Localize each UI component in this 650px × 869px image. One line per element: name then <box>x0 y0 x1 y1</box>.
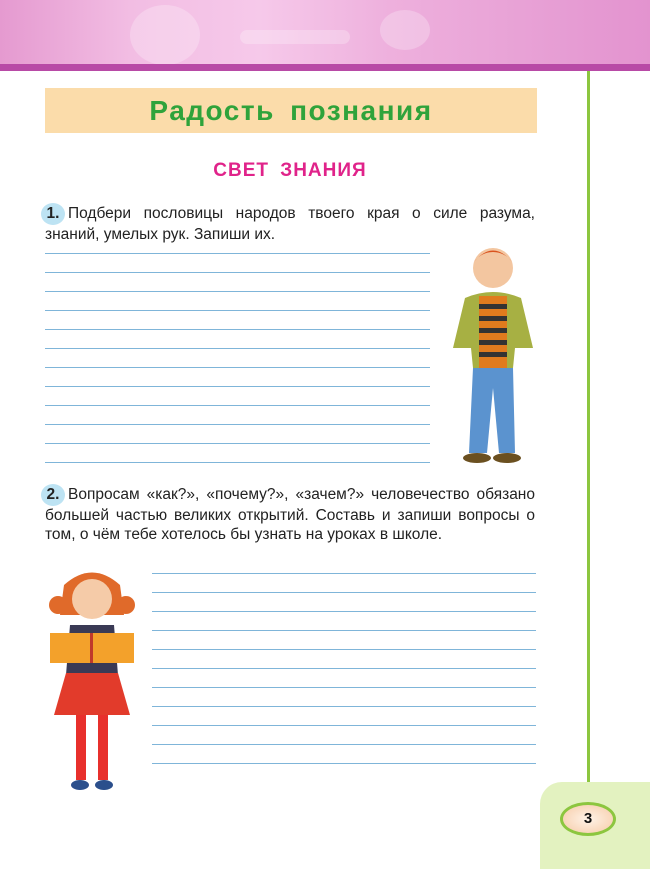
title-box <box>45 88 537 133</box>
clock-decoration <box>380 10 430 50</box>
task-number-badge: 1. <box>41 203 65 225</box>
girl-illustration <box>42 565 142 800</box>
margin-line <box>587 71 590 791</box>
globe-decoration <box>130 5 200 65</box>
task-text: Подбери пословицы народов твоего края о силе разума, знаний, умелых рук. Запиши их. <box>45 205 535 243</box>
task-2 <box>45 484 535 544</box>
airplane-decoration <box>240 30 350 44</box>
header-banner <box>0 0 650 64</box>
banner-stripe <box>0 64 650 71</box>
boy-illustration <box>445 238 540 468</box>
task-number-badge: 2. <box>41 484 65 506</box>
page-title: Радость познания <box>149 94 433 126</box>
section-subtitle: СВЕТ ЗНАНИЯ <box>213 160 367 181</box>
page-number: 3 <box>560 802 616 836</box>
answer-lines-2[interactable] <box>152 573 536 782</box>
answer-lines-1[interactable] <box>45 253 430 481</box>
task-text: Вопросам «как?», «почему?», «зачем?» человечество обязано большей частью великих открытий. Составь и запиши вопросы о том, о чём тебе хотелось бы узнать на уроках в школе. <box>45 486 535 543</box>
